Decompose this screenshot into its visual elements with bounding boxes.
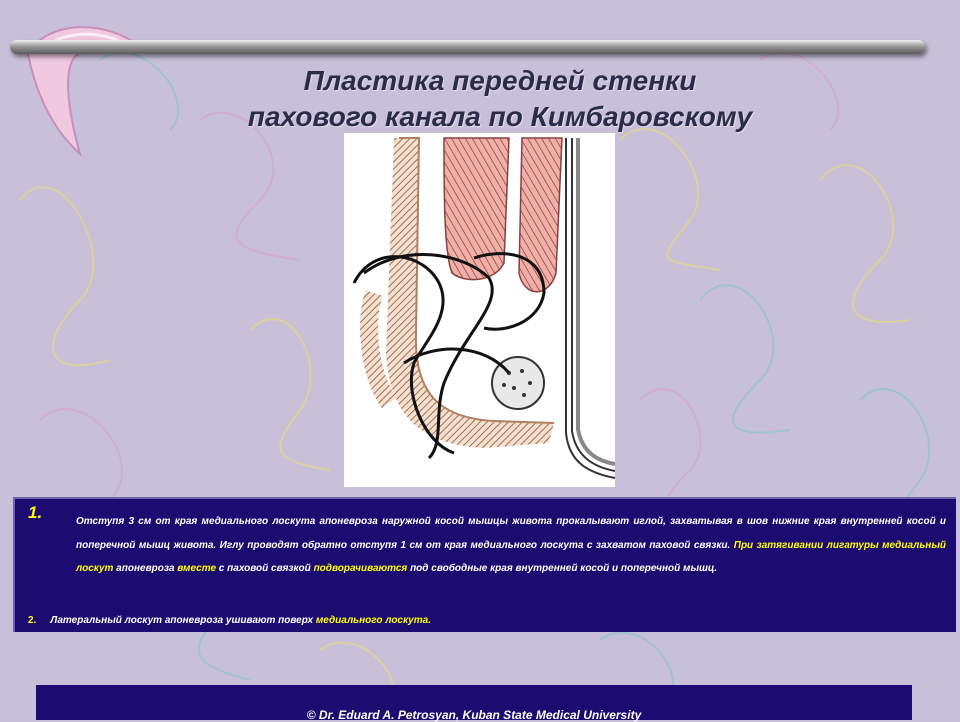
step-2-number: 2. <box>28 615 37 626</box>
step-2-highlight: медиального лоскута. <box>315 615 431 626</box>
hernia-repair-drawing <box>344 133 615 487</box>
step-1-number: 1. <box>28 503 43 522</box>
step-1-part: с паховой связкой <box>216 563 314 574</box>
slide-title <box>150 63 850 135</box>
step-1-part: апоневроза <box>113 563 178 574</box>
title-line-1: Пластика передней стенки <box>303 65 697 96</box>
title-bar <box>10 40 925 54</box>
step-2-part: Латеральный лоскут апоневроза ушивают <box>50 615 276 626</box>
step-1-highlight: вместе <box>177 563 217 574</box>
step-1-highlight: подворачиваются <box>313 563 408 574</box>
step-2-text <box>28 615 928 626</box>
step-1-text <box>76 510 946 581</box>
step-1-part: Отступя 3 см от края <box>76 516 198 527</box>
step-1-part: под свободные края внутренней косой и поперечной мышц. <box>407 563 718 574</box>
footer-bar <box>36 685 912 720</box>
step-1-part: края медиального лоскута с захватом паховой связки. <box>440 539 734 551</box>
step-1-highlight: При затягивании лигатуры медиальный лоскут <box>76 539 946 574</box>
title-line-2: пахового канала по Кимбаровскому <box>247 101 753 132</box>
copyright-text: © Dr. Eduard A. Petrosyan, Kuban State Medical University <box>306 708 642 722</box>
step-1-part: медиального лоскута <box>197 516 320 527</box>
boomerang-logo <box>18 14 148 164</box>
step-1-part: апоневроза наружной косой мышцы живота прокалывают иглой, захватывая в шов нижние края внутренней косой и поперечной мышц живота. Иглу проводят обратно отступя 1 см от <box>76 516 947 551</box>
step-2-part: поверх <box>275 615 316 626</box>
surgical-illustration <box>344 133 615 487</box>
